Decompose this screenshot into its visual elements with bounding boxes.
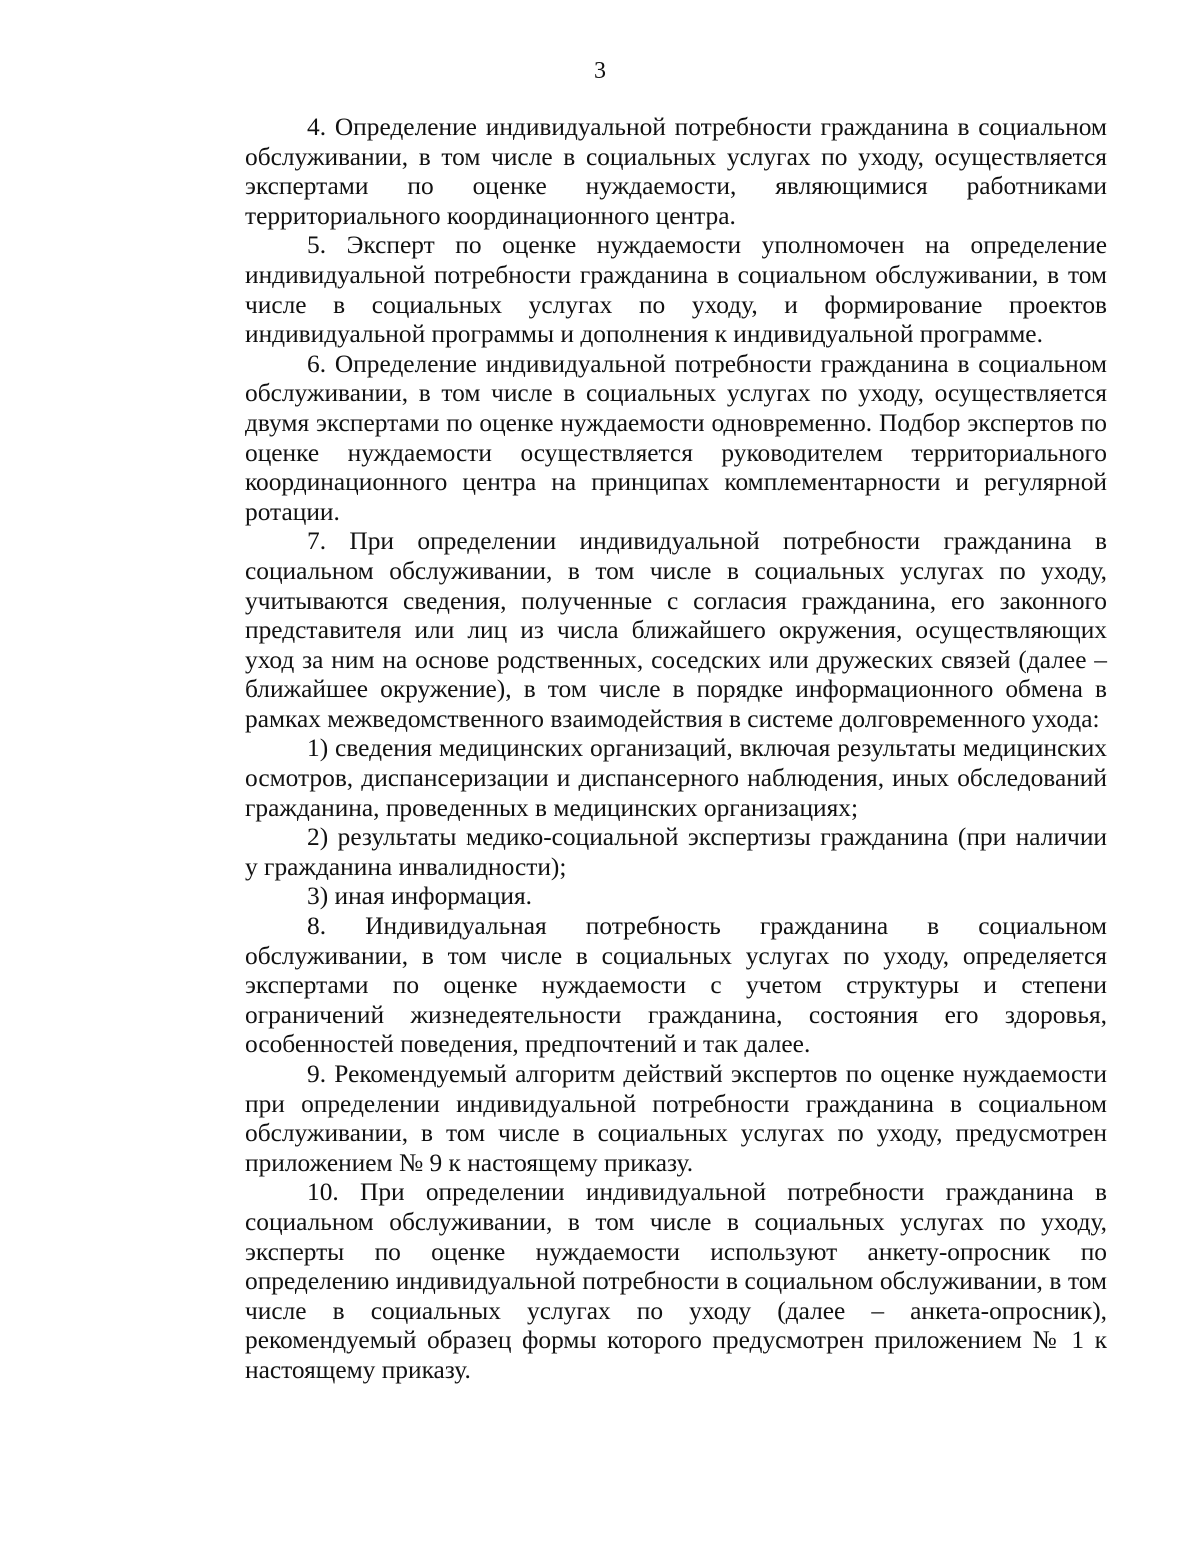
paragraph-9: 9. Рекомендуемый алгоритм действий экспертов по оценке нуждаемости при определении индивидуальной потребности гражданина в социальном обслуживании, в том числе в социальных услугах по уходу, предусмотрен приложением № 9 к настоящему приказу. [245,1060,1107,1177]
list-item-1: 1) сведения медицинских организаций, включая результаты медицинских осмотров, диспансеризации и диспансерного наблюдения, иных обследований гражданина, проведенных в медицинских организациях; [245,734,1107,822]
list-item-2: 2) результаты медико-социальной экспертизы гражданина (при наличии у гражданина инвалидности); [245,823,1107,881]
paragraph-8: 8. Индивидуальная потребность гражданина в социальном обслуживании, в том числе в социальных услугах по уходу, определяется экспертами по оценке нуждаемости с учетом структуры и степени ограничений жизнедеятельности гражданина, состояния его здоровья, особенностей поведения, предпочтений и так далее. [245,912,1107,1059]
paragraph-5: 5. Эксперт по оценке нуждаемости уполномочен на определение индивидуальной потребности гражданина в социальном обслуживании, в том числе в социальных услугах по уходу, и формирование проектов индивидуальной программы и дополнения к индивидуальной программе. [245,231,1107,349]
paragraph-6: 6. Определение индивидуальной потребности гражданина в социальном обслуживании, в том числе в социальных услугах по уходу, осуществляется двумя экспертами по оценке нуждаемости одновременно. Подбор экспертов по оценке нуждаемости осуществляется руководителем территориального координационного центра на принципах комплементарности и регулярной ротации. [245,349,1107,526]
document-body [245,113,1107,1386]
paragraph-10: 10. При определении индивидуальной потребности гражданина в социальном обслуживании, в том числе в социальных услугах по уходу, эксперты по оценке нуждаемости используют анкету-опросник по определению индивидуальной потребности в социальном обслуживании, в том числе в социальных услугах по уходу (далее – анкета-опросник), рекомендуемый образец формы которого предусмотрен приложением № 1 к настоящему приказу. [245,1178,1107,1384]
paragraph-7: 7. При определении индивидуальной потребности гражданина в социальном обслуживании, в том числе в социальных услугах по уходу, учитываются сведения, полученные с согласия гражданина, его законного представителя или лиц из числа ближайшего окружения, осуществляющих уход за ним на основе родственных, соседских или дружеских связей (далее – ближайшее окружение), в том числе в порядке информационного обмена в рамках межведомственного взаимодействия в системе долговременного ухода: [245,527,1107,733]
list-item-3: 3) иная информация. [307,882,532,911]
paragraph-4: 4. Определение индивидуальной потребности гражданина в социальном обслуживании, в том числе в социальных услугах по уходу, осуществляется экспертами по оценке нуждаемости, являющимися работниками территориального координационного центра. [245,113,1107,230]
page-number: 3 [594,58,606,84]
